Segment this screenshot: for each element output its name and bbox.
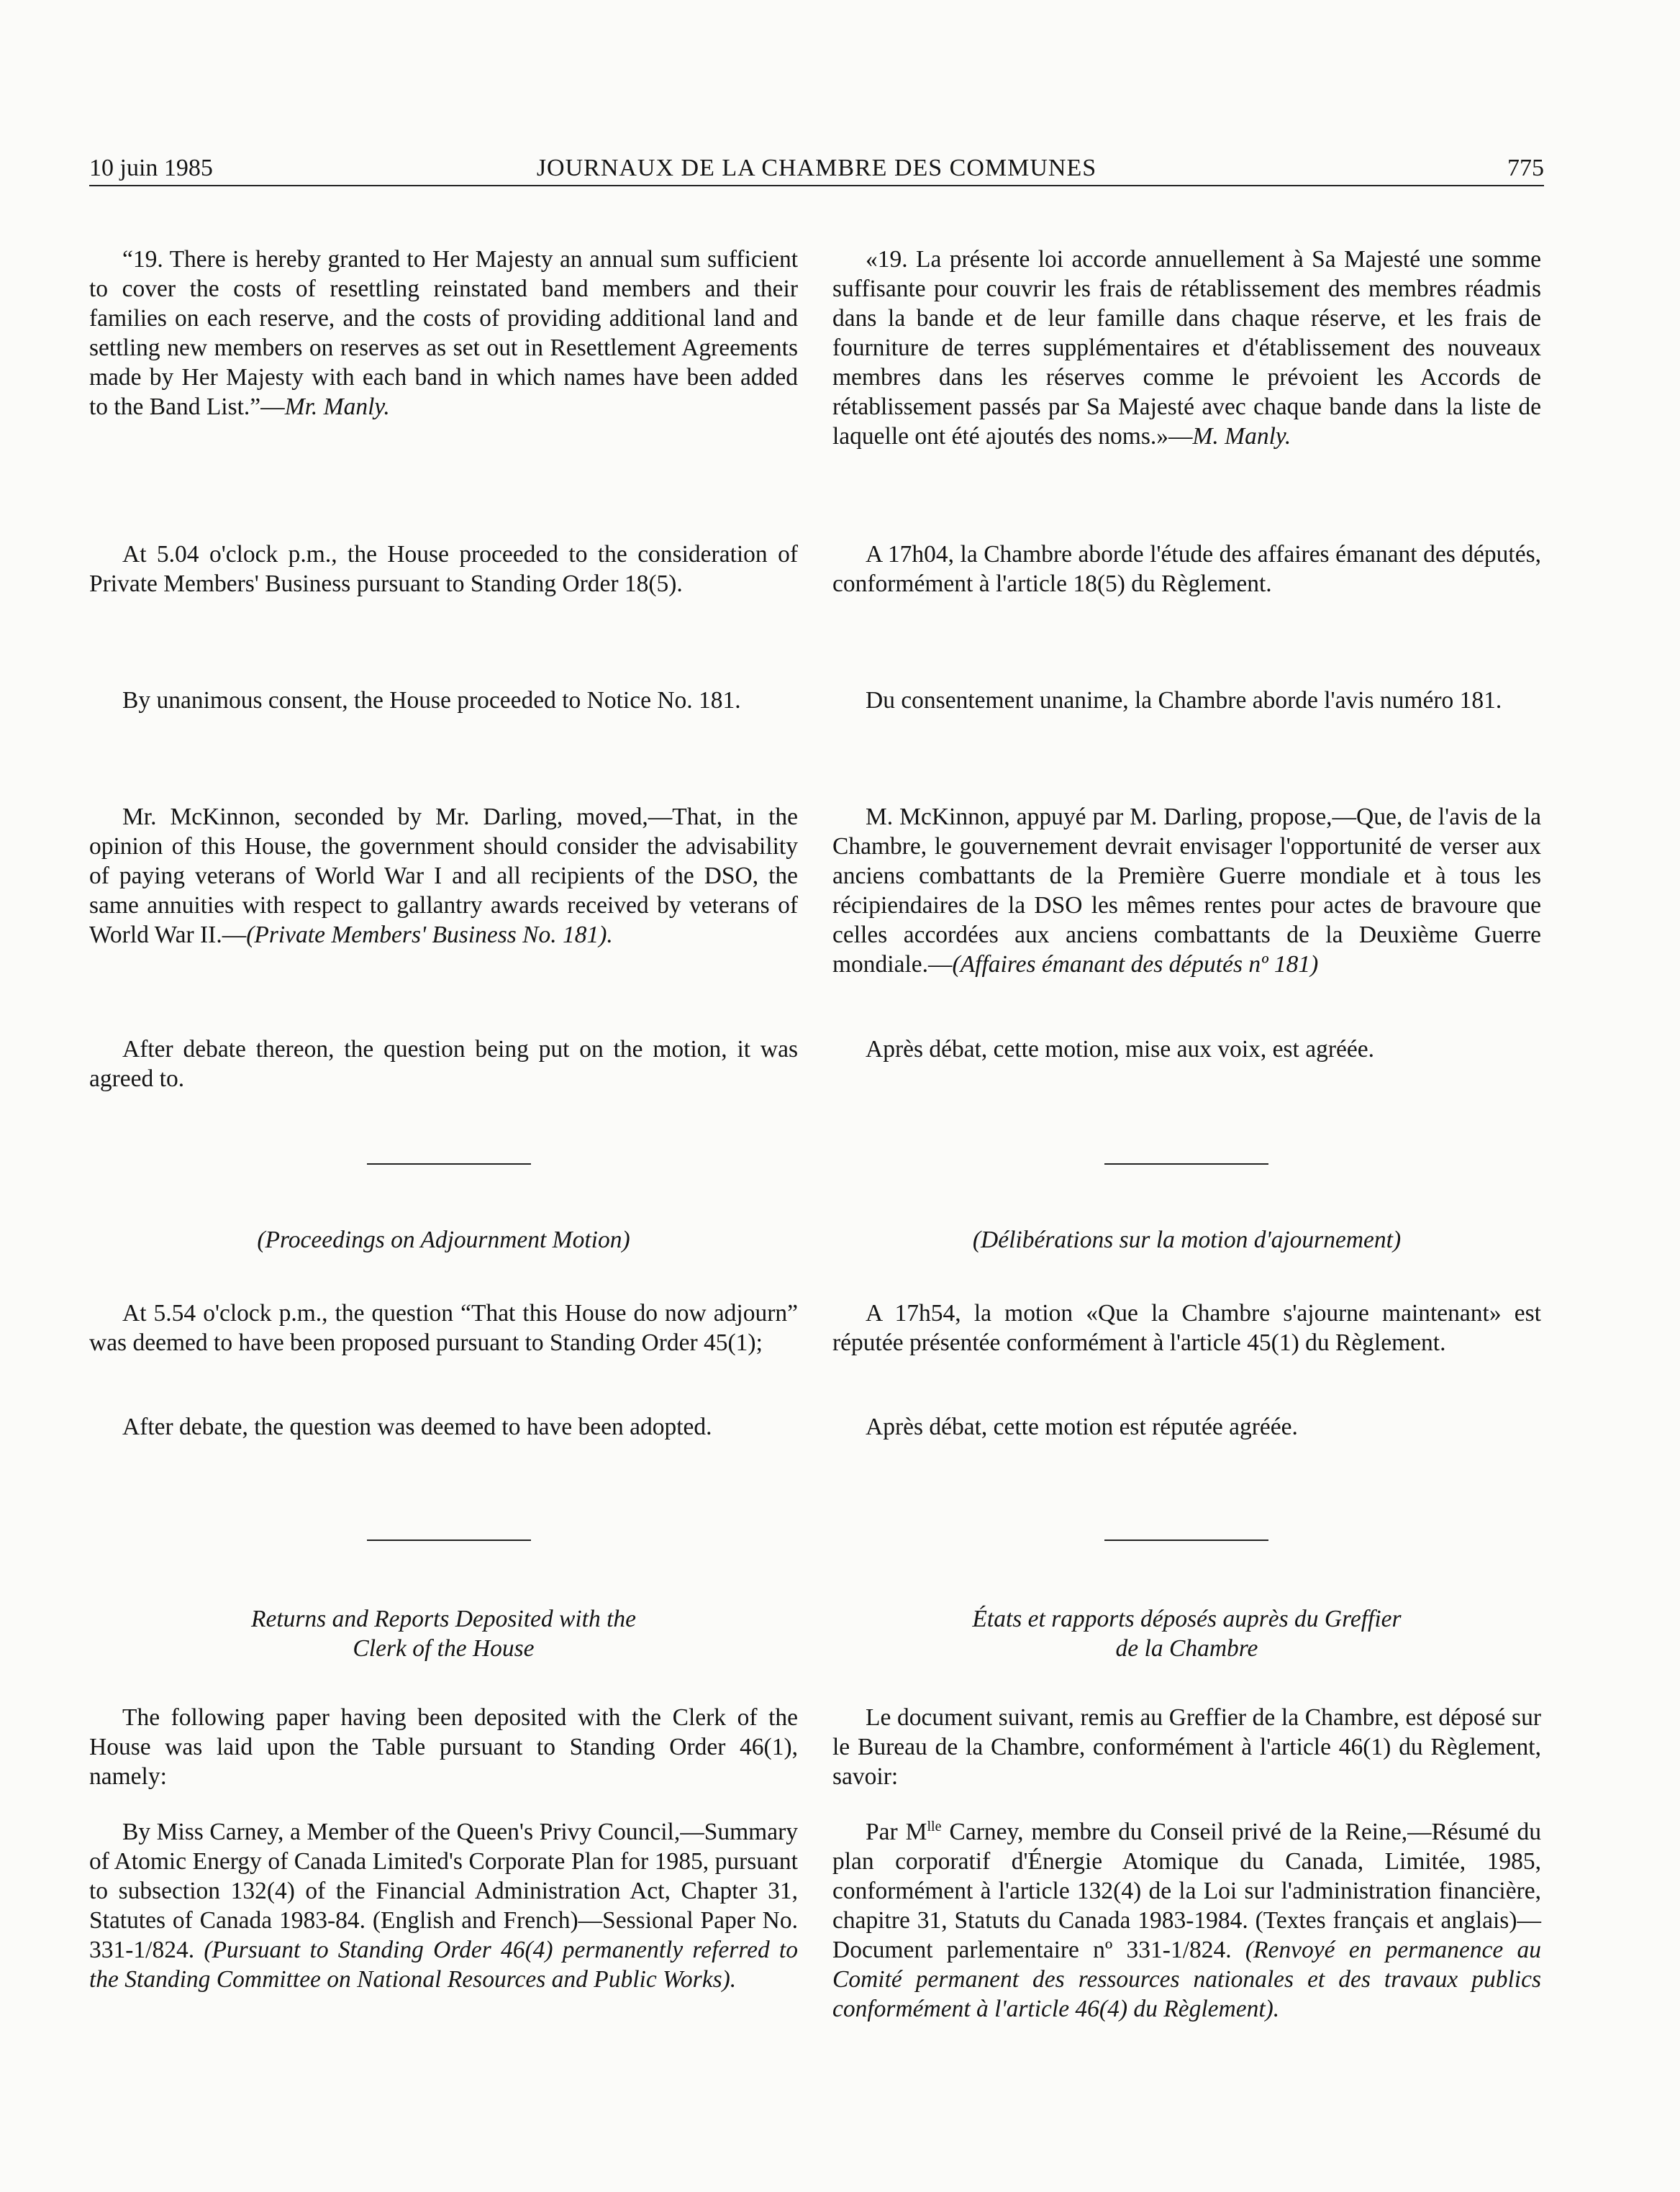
carney-paragraph-fr xyxy=(832,1817,1541,2024)
returns-heading-line1-fr: États et rapports déposés auprès du Greffier xyxy=(972,1606,1402,1632)
header-date: 10 juin 1985 xyxy=(89,155,213,181)
returns-intro-paragraph-fr: Le document suivant, remis au Greffier de la Chambre, est déposé sur le Bureau de la Chambre, conformément à l'article 46(1) du Règlement, savoir: xyxy=(832,1704,1541,1790)
debate-agreed-paragraph-fr: Après débat, cette motion, mise aux voix, est agréée. xyxy=(866,1036,1374,1063)
mckinnon-motion-ref: (Private Members' Business No. 181). xyxy=(246,922,613,948)
journal-title: JOURNAUX DE LA CHAMBRE DES COMMUNES xyxy=(536,155,1097,181)
carney-paragraph xyxy=(89,1817,798,1994)
carney-text: By Miss Carney, a Member of the Queen's Privy Council,—Summary of Atomic Energy of Canada Limited's Corporate Plan for 1985, pursuant to subsection 132(4) of the Financial Administration Act, Chapter 31, Statutes of Canada 1983-84. (English and French)—Sessional Paper No. 331-1/824. xyxy=(89,1819,798,1963)
section-divider xyxy=(1104,1163,1268,1165)
motion-19-text: “19. There is hereby granted to Her Majesty an annual sum sufficient to cover the costs of resettling reinstated band members and their families on each reserve, and the costs of providing additional land and settling new members on reserves as set out in Resettlement Agreements made by Her Majesty with each band in which names have been added to the Band List.”— xyxy=(89,246,798,420)
adjournment-paragraph: At 5.54 o'clock p.m., the question “That this House do now adjourn” was deemed to have been proposed pursuant to Standing Order 45(1); xyxy=(89,1300,798,1356)
carney-prefix-fr: Par M xyxy=(866,1819,927,1845)
motion-19-author-fr: M. Manly. xyxy=(1192,423,1291,450)
motion-19-paragraph xyxy=(89,245,798,422)
adjournment-paragraph-fr: A 17h54, la motion «Que la Chambre s'ajourne maintenant» est réputée présentée conformément à l'article 45(1) du Règlement. xyxy=(832,1300,1541,1356)
private-members-paragraph-fr: A 17h04, la Chambre aborde l'étude des affaires émanant des députés, conformément à l'article 18(5) du Règlement. xyxy=(832,541,1541,597)
section-divider xyxy=(367,1163,531,1165)
section-divider xyxy=(1104,1540,1268,1541)
carney-title-superscript: lle xyxy=(927,1818,942,1834)
debate-agreed-paragraph: After debate thereon, the question being put on the motion, it was agreed to. xyxy=(89,1036,798,1092)
motion-19-text-fr: «19. La présente loi accorde annuellement à Sa Majesté une somme suffisante pour couvrir les frais de rétablissement des membres réadmis dans la bande et de leur famille dans chaque réserve, et les frais de fourniture de terres supplémentaires et d'établissement des nouveaux membres dans les réserves comme le prévoient les Accords de rétablissement passés par Sa Majesté avec chaque bande dans la liste de laquelle ont été ajoutés des noms.»— xyxy=(832,246,1541,450)
mckinnon-motion-text-fr: M. McKinnon, appuyé par M. Darling, propose,—Que, de l'avis de la Chambre, le gouvernement devrait envisager l'opportunité de verser aux anciens combattants de la Première Guerre mondiale et à tous les récipiendaires de la DSO les mêmes rentes pour actes de bravoure que celles accordées aux anciens combattants de la Deuxième Guerre mondiale.— xyxy=(832,804,1541,978)
mckinnon-motion-ref-fr: (Affaires émanant des députés nº 181) xyxy=(952,951,1319,978)
carney-ref-fr: (Renvoyé en permanence au Comité permanent des ressources nationales et des travaux publics conformément à l'article 46(4) du Règlement). xyxy=(832,1937,1542,2022)
adjournment-adopted-paragraph-fr: Après débat, cette motion est réputée agréée. xyxy=(866,1414,1298,1440)
returns-heading xyxy=(89,1604,798,1663)
adjournment-heading-fr: (Délibérations sur la motion d'ajournement) xyxy=(972,1227,1402,1253)
returns-heading-line2-fr: de la Chambre xyxy=(1115,1635,1258,1662)
page-number: 775 xyxy=(1507,155,1544,181)
adjournment-heading: (Proceedings on Adjournment Motion) xyxy=(257,1227,630,1253)
carney-text-fr: Carney, membre du Conseil privé de la Reine,—Résumé du plan corporatif d'Énergie Atomique du Canada, Limitée, 1985, conformément à l'article 132(4) de la Loi sur l'administration financière, chapitre 31, Statuts du Canada 1983-1984. (Textes français et anglais)—Document parlementaire nº 331-1/824. xyxy=(832,1819,1541,1963)
returns-heading-line1: Returns and Reports Deposited with the xyxy=(250,1606,637,1632)
private-members-paragraph: At 5.04 o'clock p.m., the House proceeded to the consideration of Private Members' Business pursuant to Standing Order 18(5). xyxy=(89,541,798,597)
motion-19-paragraph-fr xyxy=(832,245,1541,451)
returns-heading-fr xyxy=(832,1604,1541,1663)
returns-intro-paragraph: The following paper having been deposited with the Clerk of the House was laid upon the Table pursuant to Standing Order 46(1), namely: xyxy=(89,1704,798,1790)
mckinnon-motion-text: Mr. McKinnon, seconded by Mr. Darling, moved,—That, in the opinion of this House, the government should consider the advisability of paying veterans of World War I and all recipients of the DSO, the same annuities with respect to gallantry awards received by veterans of World War II.— xyxy=(89,804,798,948)
page-header xyxy=(89,147,1544,185)
header-divider xyxy=(89,185,1544,186)
unanimous-consent-paragraph-fr: Du consentement unanime, la Chambre aborde l'avis numéro 181. xyxy=(866,687,1502,714)
returns-heading-line2: Clerk of the House xyxy=(353,1635,535,1662)
adjournment-adopted-paragraph: After debate, the question was deemed to have been adopted. xyxy=(122,1414,712,1440)
mckinnon-motion-paragraph xyxy=(89,802,798,950)
mckinnon-motion-paragraph-fr xyxy=(832,802,1541,979)
section-divider xyxy=(367,1540,531,1541)
carney-ref: (Pursuant to Standing Order 46(4) permanently referred to the Standing Committee on National Resources and Public Works). xyxy=(89,1937,798,1993)
unanimous-consent-paragraph: By unanimous consent, the House proceeded to Notice No. 181. xyxy=(122,687,741,714)
motion-19-author: Mr. Manly. xyxy=(284,394,390,420)
